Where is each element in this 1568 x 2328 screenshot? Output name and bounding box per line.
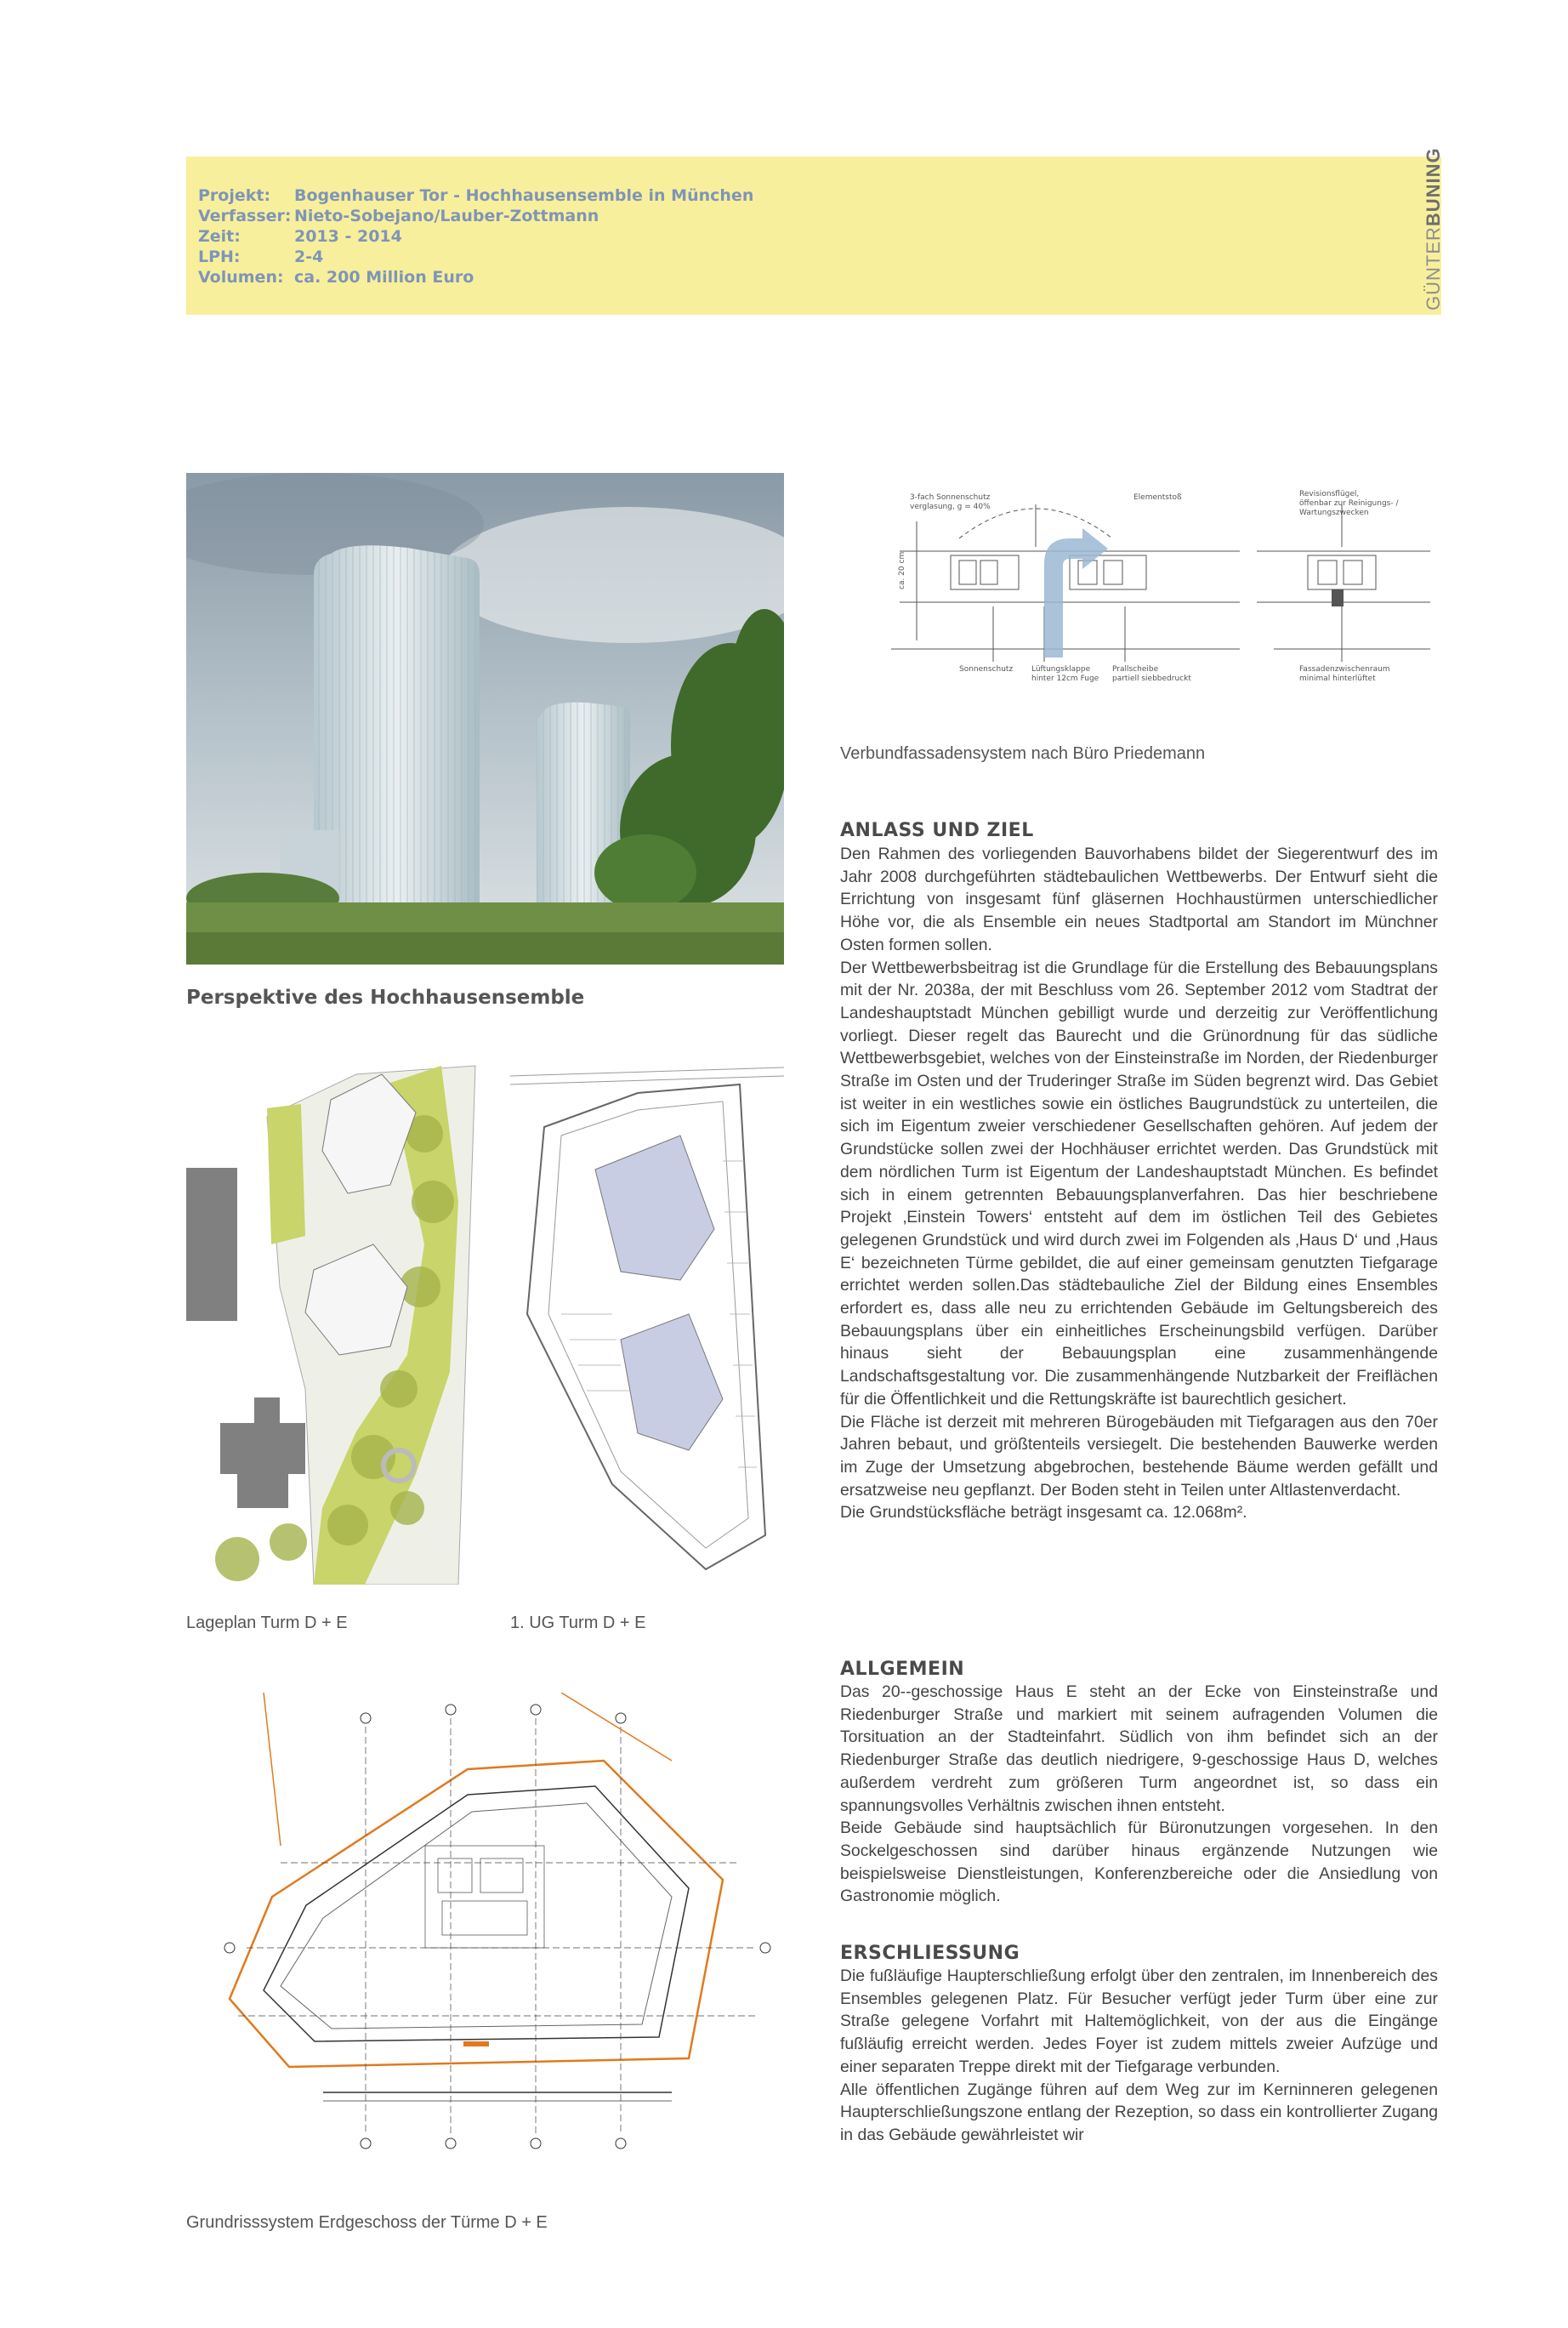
- paragraph: Das 20--geschossige Haus E steht an der Ecke von Einsteinstraße und Riedenburger Straße und markiert mit seinem aufragenden Volumen die Torsituation an der Stadteinfahrt. Südlich von ihm befindet sich an der Riedenburger Straße das deutlich niedrigere, 9-geschossige Haus D, welches außerdem verdreht zum größeren Turm angeordnet ist, so dass ein spannungsvolles Verhältnis zwischen ihnen entsteht.: [840, 1682, 1438, 1815]
- facade-label-1: 3-fach Sonnenschutz: [910, 493, 991, 502]
- paragraph: Der Wettbewerbsbeitrag ist die Grundlage für die Erstellung des Bebauungsplans mit der Nr. 2038a, der mit Beschluss vom 26. September 2012 vom Stadtrat der Landeshauptstadt München gebilligt wurde und derzeitig zur Veröffentlichung vorliegt. Dieser regelt das Baurecht und die Grünordnung für das südliche Wettbewerbsgebiet, welches von der Einsteinstraße im Norden, der Riedenburger Straße im Osten und der Truderinger Straße im Süden begrenzt wird. Das Gebiet ist weiter in ein westliches sowie ein östliches Baugrundstück zu unterteilen, die sich im Eigentum zweier verschiedener Gesellschaften gehören. Auf jedem der Grundstücke sollen zwei der Hochhäuser errichtet werden. Das Grundstück mit dem nördlichen Turm ist Eigentum der Landeshauptstadt München. Es befindet sich in einem getrennten Bebauungsplanverfahren. Das hier beschriebene Projekt ‚Einstein Towers‘ entsteht auf dem im östlichen Teil des Gebietes gelegenen Grundstück und wird durch zwei im Folgenden als ‚Haus D‘ und ‚Haus E‘ bezeichneten Türme gebildet, die auf einer gemeinsam genutzten Tiefgarage errichtet werden sollen.Das städtebauliche Ziel der Bildung eines Ensembles erfordert es, dass alle neu zu errichtenden Gebäude im Geltungsbereich des Bebauungsplans über ein einheitliches Erscheinungsbild verfügen. Darüber hinaus sieht der Bebauungsplan eine zusammenhängende Landschaftsgestaltung vor. Die zusammenhängende Nutzbarkeit der Freiflächen für die Öffentlichkeit und die Rettungskräfte ist baurechtlich gesichert.: [840, 958, 1438, 1409]
- facade-label-13: minimal hinterlüftet: [1299, 674, 1376, 683]
- facade-label-6: Wartungszwecken: [1299, 509, 1369, 517]
- paragraph: Die Fläche ist derzeit mit mehreren Bürogebäuden mit Tiefgaragen aus den 70er Jahren bebaut, und größtenteils versiegelt. Die bestehenden Bauwerke werden im Zuge der Umsetzung abgebrochen, bestehende Bäume werden gefällt und ersatzweise neu gepflanzt. Der Boden steht in Teilen unter Altlastenverdacht.: [840, 1412, 1438, 1500]
- facade-label-9: hinter 12cm Fuge: [1031, 674, 1099, 683]
- perspective-caption: Perspektive des Hochhausensemble: [186, 987, 585, 1009]
- author-row: Verfasser: Nieto-Sobejano/Lauber-Zottmann: [198, 207, 599, 225]
- basement-plan-caption: 1. UG Turm D + E: [510, 1614, 646, 1632]
- site-plan-svg: [186, 1032, 491, 1585]
- time-row: Zeit: 2013 - 2014: [198, 227, 402, 246]
- section-body-allgemein: [840, 1681, 1438, 1908]
- ground-floor-plan-drawing: [196, 1693, 784, 2152]
- section-heading-allgemein: ALLGEMEIN: [840, 1659, 965, 1680]
- brand-logo-text: GÜNTERBUNING: [1423, 147, 1444, 310]
- facade-label-7: Sonnenschutz: [959, 665, 1014, 674]
- section-body-erschliessung: [840, 1965, 1438, 2147]
- facade-detail-drawing: [866, 487, 1430, 685]
- ground-floor-plan-caption: Grundrisssystem Erdgeschoss der Türme D + E: [186, 2213, 548, 2232]
- paragraph: Beide Gebäude sind hauptsächlich für Büronutzungen vorgesehen. In den Sockelgeschossen sind darüber hinaus ergänzende Nutzungen wie beispielsweise Dienstleistungen, Konferenzbereiche oder die Ansiedlung von Gastronomie möglich.: [840, 1819, 1438, 1906]
- lph-row: LPH: 2-4: [198, 248, 324, 266]
- facade-label-11: partiell siebbedruckt: [1112, 674, 1191, 683]
- basement-plan-svg: [510, 1059, 784, 1586]
- project-row: Projekt: Bogenhauser Tor - Hochhausensemble in München: [198, 186, 754, 205]
- facade-detail-svg: [866, 487, 1430, 685]
- facade-label-8: Lüftungsklappe: [1031, 665, 1091, 674]
- paragraph: Den Rahmen des vorliegenden Bauvorhabens bildet der Siegerentwurf des im Jahr 2008 durchgeführten städtebaulichen Wettbewerbs. Der Entwurf sieht die Errichtung von insgesamt fünf gläsernen Hochhaustürmen unterschiedlicher Höhe vor, die als Ensemble ein neues Stadtportal am Standort im Münchner Osten formen sollen.: [840, 845, 1438, 954]
- project-info: [198, 185, 753, 287]
- basement-plan-drawing: [510, 1059, 784, 1586]
- paragraph: Die fußläufige Haupterschließung erfolgt über den zentralen, im Innenbereich des Ensembles gelegenen Platz. Für Besucher verfügt jeder Turm über eine zur Straße gelegene Vorfahrt mit Haltemöglichkeit, von der aus die Eingänge fußläufig erreicht werden. Jedes Foyer ist zudem mittels zweier Aufzüge und einer separaten Treppe direkt mit der Tiefgarage verbunden.: [840, 1967, 1438, 2076]
- perspective-render-image: [186, 473, 784, 965]
- site-plan-drawing: [186, 1032, 491, 1585]
- site-plan-caption: Lageplan Turm D + E: [186, 1614, 348, 1632]
- perspective-render: [186, 473, 784, 965]
- volume-row: Volumen: ca. 200 Million Euro: [198, 268, 474, 287]
- paragraph: Alle öffentlichen Zugänge führen auf dem Weg zur im Kerninneren gelegenen Haupterschließungszone entlang der Rezeption, so dass ein kontrollierter Zugang in das Gebäude gewährleistet wir: [840, 2080, 1438, 2144]
- facade-label-2: verglasung, g = 40%: [910, 503, 991, 511]
- facade-label-4: Revisionsflügel,: [1299, 490, 1360, 498]
- ground-floor-plan-svg: [196, 1693, 784, 2152]
- section-heading-anlass: ANLASS UND ZIEL: [840, 820, 1034, 841]
- paragraph: Die Grundstücksfläche beträgt insgesamt ca. 12.068m².: [840, 1503, 1247, 1523]
- facade-label-10: Prallscheibe: [1112, 665, 1159, 674]
- facade-label-3: Elementstoß: [1133, 493, 1182, 502]
- facade-caption: Verbundfassadensystem nach Büro Priedemann: [840, 744, 1206, 763]
- facade-label-5: öffenbar zur Reinigungs- /: [1299, 499, 1399, 508]
- facade-label-14: ca. 20 cm: [898, 551, 906, 589]
- section-heading-erschliessung: ERSCHLIESSUNG: [840, 1943, 1020, 1964]
- facade-label-12: Fassadenzwischenraum: [1299, 665, 1390, 674]
- section-body-anlass: [840, 843, 1438, 1524]
